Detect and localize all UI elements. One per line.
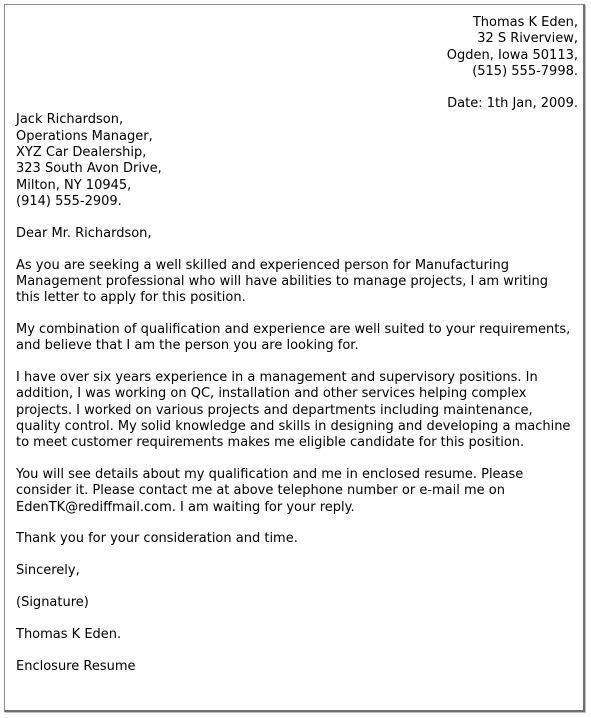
signer-name: Thomas K Eden. xyxy=(16,626,122,642)
recipient-name: Jack Richardson, xyxy=(16,112,124,128)
spacer xyxy=(16,580,578,596)
letter-date: Date: 1th Jan, 2009. xyxy=(447,96,578,112)
paragraph-qualification xyxy=(16,322,578,355)
paragraph-line: addition, I was working on QC, installation and other services helping complex xyxy=(16,386,527,402)
paragraph-line: My combination of qualification and experience are well suited to your requirements, xyxy=(16,321,571,337)
spacer xyxy=(16,611,578,627)
paragraph-line: and believe that I am the person you are looking for. xyxy=(16,338,359,354)
paragraph-thanks xyxy=(16,531,578,547)
salutation: Dear Mr. Richardson, xyxy=(16,225,152,241)
sender-name: Thomas K Eden, xyxy=(472,15,578,30)
spacer xyxy=(16,80,578,96)
sender-address xyxy=(16,15,578,80)
spacer xyxy=(16,548,578,564)
paragraph-contact xyxy=(16,467,578,516)
letter-page xyxy=(4,4,585,712)
paragraph-line: EdenTK@rediffmail.com. I am waiting for your reply. xyxy=(16,499,355,515)
letter-body xyxy=(16,15,578,675)
paragraph-line: Thank you for your consideration and time. xyxy=(16,531,298,547)
letter-date-block xyxy=(16,96,578,112)
paragraph-intro xyxy=(16,258,578,307)
spacer xyxy=(16,306,578,322)
sender-city: Ogden, Iowa 50113, xyxy=(446,47,578,63)
enclosure-note: Enclosure Resume xyxy=(16,658,136,674)
recipient-company: XYZ Car Dealership, xyxy=(16,145,147,161)
paragraph-line: to meet customer requirements makes me eligible candidate for this position. xyxy=(16,435,525,451)
paragraph-line: quality control. My solid knowledge and skills in designing and developing a machine xyxy=(16,418,571,434)
sender-street: 32 S Riverview, xyxy=(477,31,578,47)
recipient-address xyxy=(16,112,578,210)
recipient-phone: (914) 555-2909. xyxy=(16,193,122,209)
sender-phone: (515) 555-7998. xyxy=(472,63,578,79)
spacer xyxy=(16,516,578,532)
recipient-title: Operations Manager, xyxy=(16,128,153,144)
paragraph-experience xyxy=(16,370,578,451)
spacer xyxy=(16,355,578,371)
spacer xyxy=(16,643,578,659)
paragraph-line: projects. I worked on various projects and departments including maintenance, xyxy=(16,402,533,418)
paragraph-line: I have over six years experience in a management and supervisory positions. In xyxy=(16,370,538,386)
spacer xyxy=(16,452,578,468)
paragraph-line: consider it. Please contact me at above telephone number or e-mail me on xyxy=(16,483,505,499)
closing: Sincerely, xyxy=(16,563,80,579)
paragraph-line: You will see details about my qualification and me in enclosed resume. Please xyxy=(16,467,524,483)
spacer xyxy=(16,210,578,226)
signature: (Signature) xyxy=(16,595,89,611)
paragraph-line: Management professional who will have abilities to manage projects, I am writing xyxy=(16,273,548,289)
spacer xyxy=(16,242,578,258)
paragraph-line: this letter to apply for this position. xyxy=(16,290,246,306)
recipient-street: 323 South Avon Drive, xyxy=(16,161,162,177)
recipient-city: Milton, NY 10945, xyxy=(16,177,132,193)
paragraph-line: As you are seeking a well skilled and experienced person for Manufacturing xyxy=(16,257,509,273)
